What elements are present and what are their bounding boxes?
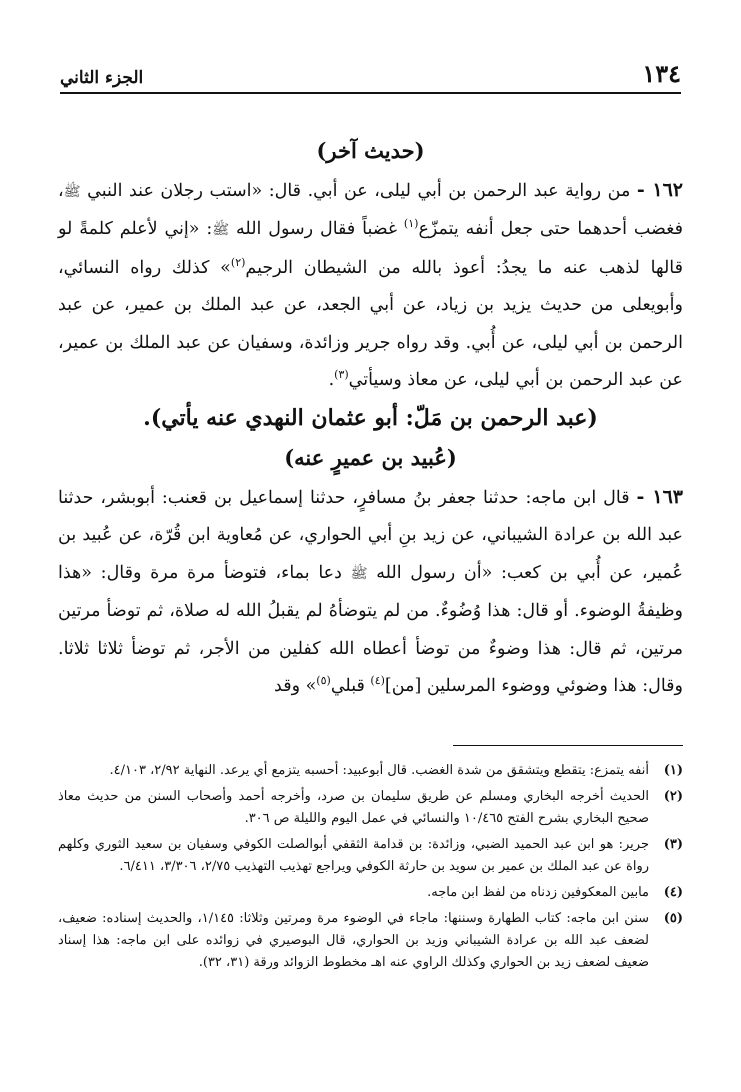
hadith-text: غضباً فقال رسول الله [229,219,404,239]
hadith-text: » وقد [274,676,317,696]
hadith-162 [58,172,683,400]
footnote-ref: (٣) [334,368,349,382]
hadith-text: » كذلك رواه النسائي، وأبويعلى من حديث يزيد بن زياد، عن أبي الجعد، عن عبد الملك بن عمير، عن عبد الرحمن بن أبي ليلى، عن أُبي. وقد رواه جرير وزائدة، وسفيان عن عبد الملك بن عمير، عن عبد الرحمن بن أبي ليلى، عن معاذ وسيأتي [58,257,683,390]
hadith-text: . [328,370,335,390]
footnote-number: (٢) [663,789,683,804]
section-heading-ubaid: (عُبيد بن عميرٍ عنه) [284,445,457,470]
footnote [58,786,683,830]
part-label: الجزء الثاني [60,68,144,88]
salla-symbol: ﷺ [350,565,368,582]
footnotes [58,745,683,978]
hadith-text: من رواية عبد الرحمن بن أبي ليلى، عن أبي. قال: «استب رجلان عند النبي [80,180,637,201]
footnote-number: (٤) [663,885,683,900]
footnote-ref: (٥) [316,674,331,688]
salla-symbol: ﷺ [63,183,81,200]
footnote-text: أنفه يتمزع: يتقطع ويتشقق من شدة الغضب. قال أبوعبيد: أحسبه يتزمع أي يرعد. النهاية ٢/٩٢، ٤/١٠٣. [109,763,649,778]
footnote-number: (٥) [663,911,683,926]
footnote [58,908,683,974]
footnote-text: جرير: هو ابن عبد الحميد الضبي، وزائدة: بن قدامة الثقفي أبوالصلت الكوفي وسفيان بن سعيد الثوري وكلهم رواة عن عبد الملك بن عمير بن سويد بن حارثة الكوفي ويراجع تهذيب التهذيب ٢/٧٥، ٣/٣٠٦، ٦/٤١١. [58,837,649,874]
footnote-ref: (١) [403,217,419,231]
page-header [60,48,681,94]
hadith-number: ١٦٣ - [636,485,683,508]
footnote [58,834,683,878]
footnote-number: (٣) [663,837,683,852]
footnote-ref: (٤) [370,674,385,688]
page-number: ١٣٤ [642,59,681,88]
footnote [58,760,683,782]
footnote-ref: (٢) [230,255,246,269]
hadith-text: ، فغضب أحدهما حتى جعل أنفه يتمزّع [58,180,683,239]
hadith-text: دعا بماء، فتوضأ مرة مرة وقال: «هذا وظيفةُ الوضوء. أو قال: هذا وُضُوءٌ. من لم يتوضأهُ لم يقبلُ الله له صلاة، ثم توضأ مرتين مرتين، ثم قال: هذا وضوءٌ من توضأ أعطاه الله كفلين من الأجر، ثم توضأ ثلاثا ثلاثا. وقال: هذا وضوئي ووضوء المرسلين [من] [58,562,683,696]
section-heading-other-hadith: (حديث آخر) [316,138,425,163]
hadith-163 [58,479,683,706]
hadith-text: : «إني لأعلم كلمةً لو قالها لذهب عنه ما يجدُ: أعوذ بالله من الشيطان الرجيم [58,219,684,278]
footnote [58,882,683,904]
footnote-text: مابين المعكوفين زدناه من لفظ ابن ماجه. [427,885,649,900]
hadith-text: قال ابن ماجه: حدثنا جعفر بنُ مسافرٍ، حدثنا إسماعيل بن قعنب: أبوبشر، حدثنا عبد الله بن عرادة الشيباني، عن زيد بنِ أبي الحواري، عن مُعاوية ابن قُرّة، عن عُبيد بن عُمير، عن أُبي بن كعب: «أن رسول الله [58,487,683,583]
footnote-number: (١) [663,763,683,778]
salla-symbol: ﷺ [212,222,230,238]
footnote-divider [453,745,683,746]
section-heading-abdulrahman: (عبد الرحمن بن مَلّ: أبو عثمان النهدي عنه يأتي). [143,404,598,431]
footnote-text: الحديث أخرجه البخاري ومسلم عن طريق سليمان بن صرد، وأخرجه أحمد وأصحاب السنن من حديث معاذ صحيح البخاري بشرح الفتح ١٠/٤٦٥ والنسائي في عمل اليوم والليلة ص ٣٠٦. [58,789,649,826]
hadith-text: قبلي [330,676,371,696]
main-text [58,132,683,706]
hadith-number: ١٦٢ - [636,178,683,201]
footnote-text: سنن ابن ماجه: كتاب الطهارة وسننها: ماجاء في الوضوء مرة ومرتين وثلاثا: ١/١٤٥، والحديث إسناده: ضعيف، لضعف عبد الله بن عرادة الشيباني وزيد بن الحواري، قال البوصيري في زوائده على ابن ماجه: هذا إسناد ضعيف لضعف زيد بن الحواري وكذلك الراوي عنه اهـ مخطوط الزوائد ورقة (٣١، ٣٢). [58,911,650,970]
